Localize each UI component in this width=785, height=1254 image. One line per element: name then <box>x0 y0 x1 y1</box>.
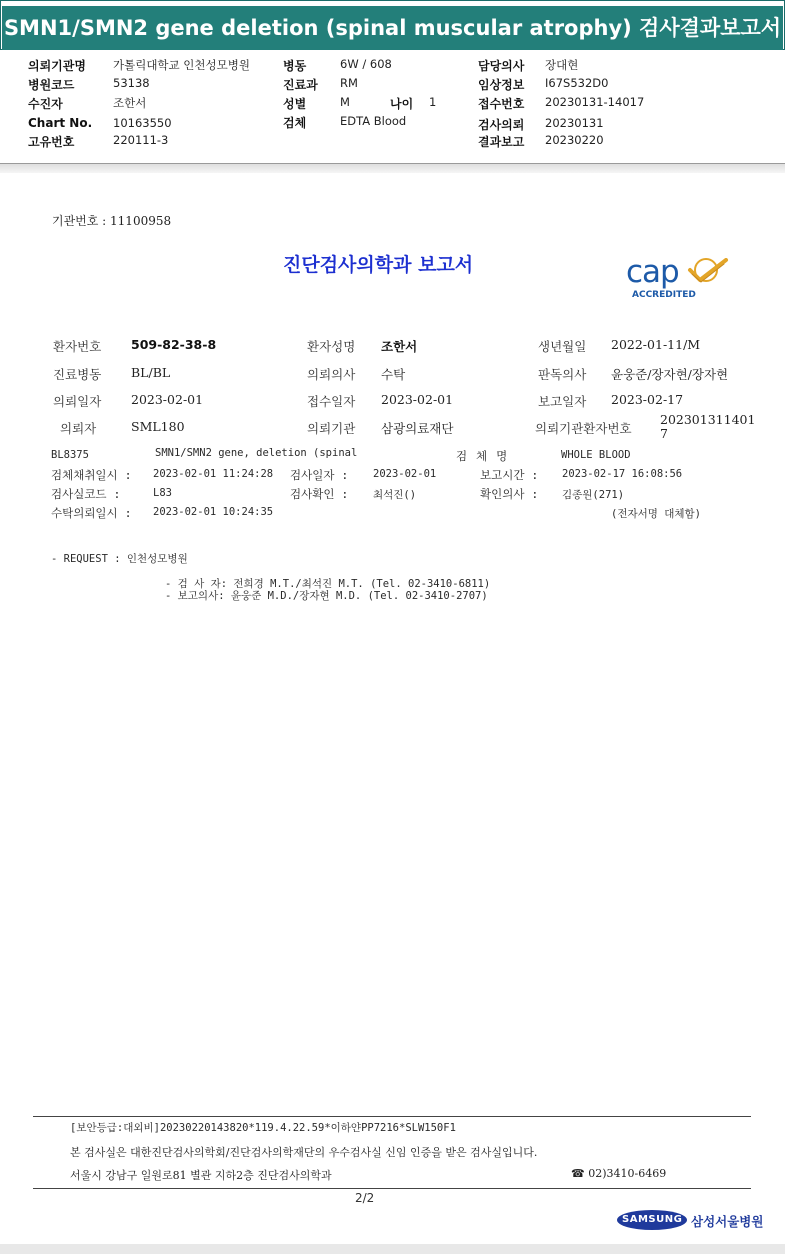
patient-number-label: 환자번호 <box>53 339 102 354</box>
ward-value: 6W / 608 <box>340 57 392 71</box>
lab-phone: ☎ 02)3410-6469 <box>571 1167 667 1180</box>
request-date-label: 의뢰일자 <box>53 394 102 409</box>
patient-fullname-value: 조한서 <box>381 339 418 354</box>
header-separator-band <box>0 163 785 173</box>
chart-no-label: Chart No. <box>28 116 93 130</box>
chart-no-value: 10163550 <box>113 116 172 130</box>
requesting-doctor-value: 수탁 <box>381 367 406 382</box>
unique-no-value: 220111-3 <box>113 133 169 147</box>
test-name: SMN1/SMN2 gene, deletion (spinal <box>155 447 358 459</box>
requesting-org-label: 의뢰기관명 <box>28 59 86 73</box>
lab-code-value: L83 <box>153 487 172 499</box>
outsourced-request-time-label: 수탁의뢰일시 : <box>51 506 132 520</box>
clinical-info-value: I67S532D0 <box>545 76 609 90</box>
specimen-name-value: WHOLE BLOOD <box>561 449 631 461</box>
specimen-name-label: 검 체 명 <box>456 449 509 463</box>
footer-bottom-divider <box>33 1188 751 1189</box>
patient-fullname-label: 환자성명 <box>307 339 356 354</box>
hospital-code-label: 병원코드 <box>28 78 75 92</box>
treatment-ward-value: BL/BL <box>131 365 171 380</box>
certification-note: 본 검사실은 대한진단검사의학회/진단검사의학재단의 우수검사실 신임 인증을 받은 검사실입니다. <box>70 1146 538 1159</box>
outsourced-request-time-value: 2023-02-01 10:24:35 <box>153 506 274 518</box>
test-confirm-label: 검사확인 : <box>290 487 349 501</box>
receipt-date-value: 2023-02-01 <box>381 392 454 407</box>
requesting-institution-label: 의뢰기관 <box>307 421 356 436</box>
requesting-org-value: 가톨릭대학교 인천성모병원 <box>113 58 250 72</box>
security-stamp: [보안등급:대외비]20230220143820*119.4.22.59*이하얀PP7216*SLW150F1 <box>70 1122 456 1134</box>
collection-time-value: 2023-02-01 11:24:28 <box>153 468 274 480</box>
specimen-label: 검체 <box>283 116 307 130</box>
report-date-label: 보고일자 <box>538 394 587 409</box>
patient-name-label: 수진자 <box>28 97 63 111</box>
request-date-value: 2023-02-01 <box>131 392 204 407</box>
header-separator-line <box>0 163 785 164</box>
attending-doctor-label: 담당의사 <box>478 59 525 73</box>
cap-accredited-logo <box>622 256 732 306</box>
page-bottom-band <box>0 1244 785 1254</box>
samsung-hospital-logo <box>617 1207 764 1233</box>
unique-no-label: 고유번호 <box>28 135 75 149</box>
institution-number: 기관번호 : 11100958 <box>52 214 172 228</box>
reporter-line: - 보고의사: 윤웅준 M.D./장자현 M.D. (Tel. 02-3410-2707) <box>165 590 488 602</box>
result-report-value: 20230220 <box>545 133 604 147</box>
ward-label: 병동 <box>283 59 307 73</box>
collection-time-label: 검체채취일시 : <box>51 468 132 482</box>
checkmark-icon <box>684 258 730 284</box>
report-title: 진단검사의학과 보고서 <box>283 254 474 276</box>
test-date-value: 2023-02-01 <box>373 468 437 480</box>
request-line: - REQUEST : 인천성모병원 <box>51 553 188 565</box>
department-label: 진료과 <box>283 78 318 92</box>
requester-label: 의뢰자 <box>60 421 97 436</box>
report-time-value: 2023-02-17 16:08:56 <box>562 468 683 480</box>
age-label: 나이 <box>390 97 414 111</box>
clinical-info-label: 임상정보 <box>478 78 525 92</box>
lab-code-label: 검사실코드 : <box>51 487 121 501</box>
requester-value: SML180 <box>131 419 185 434</box>
receipt-date-label: 접수일자 <box>307 394 356 409</box>
title-bar <box>0 0 785 50</box>
receipt-no-label: 접수번호 <box>478 97 525 111</box>
department-value: RM <box>340 76 358 90</box>
result-report-label: 결과보고 <box>478 135 525 149</box>
requesting-institution-value: 삼광의료재단 <box>381 421 454 436</box>
institution-patient-no-value: 202301311401 7 <box>660 412 756 441</box>
institution-patient-no-label: 의뢰기관환자번호 <box>535 421 632 436</box>
age-value: 1 <box>429 95 437 109</box>
examiner-line: - 검 사 자: 전희경 M.T./최석진 M.T. (Tel. 02-3410-6811) <box>165 578 491 590</box>
test-request-label: 검사의뢰 <box>478 118 525 132</box>
page-number: 2/2 <box>355 1191 375 1205</box>
birthdate-label: 생년월일 <box>538 339 587 354</box>
samsung-logo-text: SAMSUNG <box>622 1214 683 1225</box>
birthdate-value: 2022-01-11/M <box>611 337 701 352</box>
treatment-ward-label: 진료병동 <box>53 367 102 382</box>
test-date-label: 검사일자 : <box>290 468 349 482</box>
requesting-doctor-label: 의뢰의사 <box>307 367 356 382</box>
lab-address: 서울시 강남구 일원로81 별관 지하2층 진단검사의학과 <box>70 1169 332 1182</box>
sex-label: 성별 <box>283 97 307 111</box>
esignature-note: (전자서명 대체함) <box>611 508 701 520</box>
patient-number-value: 509-82-38-8 <box>131 337 217 352</box>
receipt-no-value: 20230131-14017 <box>545 95 645 109</box>
confirming-doctor-value: 김종원(271) <box>562 489 625 501</box>
cap-logo-text: cap <box>626 254 679 290</box>
specimen-value: EDTA Blood <box>340 114 407 128</box>
footer-top-divider <box>33 1116 751 1117</box>
test-code: BL8375 <box>51 449 89 461</box>
test-request-value: 20230131 <box>545 116 604 130</box>
reading-doctor-value: 윤웅준/장자현/장자현 <box>611 367 729 382</box>
reading-doctor-label: 판독의사 <box>538 367 587 382</box>
attending-doctor-value: 장대현 <box>545 58 579 72</box>
cap-logo-subtext: ACCREDITED <box>632 290 696 300</box>
confirming-doctor-label: 확인의사 : <box>480 487 539 501</box>
report-date-value: 2023-02-17 <box>611 392 684 407</box>
test-confirm-value: 최석진() <box>373 489 417 501</box>
hospital-name: 삼성서울병원 <box>691 1214 764 1229</box>
sex-value: M <box>340 95 350 109</box>
report-time-label: 보고시간 : <box>480 468 539 482</box>
patient-name-value: 조한서 <box>113 96 147 110</box>
report-header-title: SMN1/SMN2 gene deletion (spinal muscular atrophy) 검사결과보고서 <box>2 6 783 50</box>
hospital-code-value: 53138 <box>113 76 150 90</box>
